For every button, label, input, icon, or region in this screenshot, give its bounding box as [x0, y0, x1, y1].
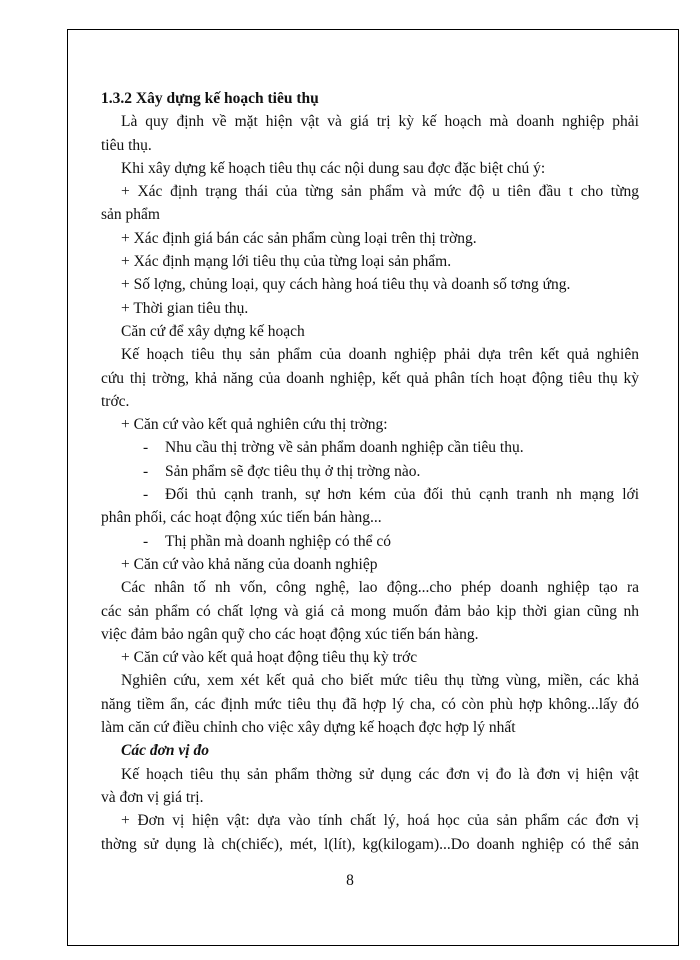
paragraph-line: năng tiềm ẩn, các định mức tiêu thụ đã hợp lý cha, có còn phù hợp không...lấy đó [101, 695, 639, 713]
dash-bullet: - [143, 532, 149, 550]
paragraph-line: sản phẩm [101, 206, 160, 224]
paragraph-line: làm căn cứ điều chỉnh cho việc xây dựng kế hoạch đợc hợp lý nhất [101, 719, 516, 737]
paragraph-line: trớc. [101, 392, 130, 410]
dash-bullet: - [143, 462, 149, 480]
bullet-item [101, 530, 639, 553]
paragraph-line: + Căn cứ vào khả năng của doanh nghiệp [121, 555, 378, 573]
paragraph-line: Kế hoạch tiêu thụ sản phẩm thờng sử dụng các đơn vị đo là đơn vị hiện vật [121, 765, 639, 783]
paragraph-line: thờng sử dụng là ch(chiếc), mét, l(lít), kg(kilogam)...Do doanh nghiệp có thể sản [101, 835, 639, 853]
paragraph-line: + Xác định giá bán các sản phẩm cùng loại trên thị trờng. [121, 229, 477, 247]
bullet-text: Nhu cầu thị trờng về sản phẩm doanh nghiệp cần tiêu thụ. [165, 439, 524, 457]
paragraph-line: Kế hoạch tiêu thụ sản phẩm của doanh nghiệp phải dựa trên kết quả nghiên [121, 346, 639, 364]
paragraph-line: + Xác định trạng thái của từng sản phẩm và mức độ u tiên đầu t cho từng [121, 183, 639, 201]
paragraph-line: việc đảm bảo ngân quỹ cho các hoạt động xúc tiến bán hàng. [101, 625, 479, 643]
subsection-heading: Các đơn vị đo [121, 742, 209, 760]
paragraph-line: và đơn vị giá trị. [101, 788, 204, 806]
paragraph-line: Các nhân tố nh vốn, công nghệ, lao động...cho phép doanh nghiệp tạo ra [121, 579, 639, 597]
bullet-text: Sản phẩm sẽ đợc tiêu thụ ở thị trờng nào. [165, 462, 421, 480]
bullet-text: Đối thủ cạnh tranh, sự hơn kém của đối thủ cạnh tranh nh mạng lới [165, 486, 639, 504]
paragraph-line: Nghiên cứu, xem xét kết quả cho biết mức tiêu thụ từng vùng, miền, các khả [121, 672, 639, 690]
bullet-item [101, 483, 639, 506]
paragraph-line: + Căn cứ vào kết quả nghiên cứu thị trờng: [121, 416, 388, 434]
bullet-item [101, 460, 639, 483]
section-heading: 1.3.2 Xây dựng kế hoạch tiêu thụ [101, 90, 319, 107]
paragraph-line: + Căn cứ vào kết quả hoạt động tiêu thụ kỳ trớc [121, 649, 418, 667]
paragraph-line: + Xác định mạng lới tiêu thụ của từng loại sản phẩm. [121, 253, 452, 271]
paragraph-line: tiêu thụ. [101, 136, 152, 154]
paragraph-line: phân phối, các hoạt động xúc tiến bán hàng... [101, 509, 382, 527]
paragraph-line: + Đơn vị hiện vật: dựa vào tính chất lý, hoá học của sản phẩm các đơn vị [121, 812, 639, 830]
paragraph-line: Căn cứ để xây dựng kế hoạch [121, 322, 305, 340]
dash-bullet: - [143, 486, 149, 504]
page-number: 8 [346, 872, 354, 889]
bullet-item [101, 436, 639, 459]
paragraph-line: + Số lợng, chủng loại, quy cách hàng hoá tiêu thụ và doanh số tơng ứng. [121, 276, 571, 294]
paragraph-line: Là quy định về mặt hiện vật và giá trị kỳ kế hoạch mà doanh nghiệp phải [121, 113, 639, 131]
dash-bullet: - [143, 439, 149, 457]
paragraph-line: + Thời gian tiêu thụ. [121, 299, 249, 317]
bullet-text: Thị phần mà doanh nghiệp có thể có [165, 532, 391, 550]
paragraph-line: cứu thị trờng, khả năng của doanh nghiệp, kết quả phân tích hoạt động tiêu thụ kỳ [101, 369, 639, 387]
page-content [101, 87, 639, 856]
paragraph-line: Khi xây dựng kế hoạch tiêu thụ các nội dung sau đợc đặc biệt chú ý: [121, 159, 546, 177]
paragraph-line: các sản phẩm có chất lợng và giá cả mong muốn đảm bảo kịp thời gian cũng nh [101, 602, 639, 620]
